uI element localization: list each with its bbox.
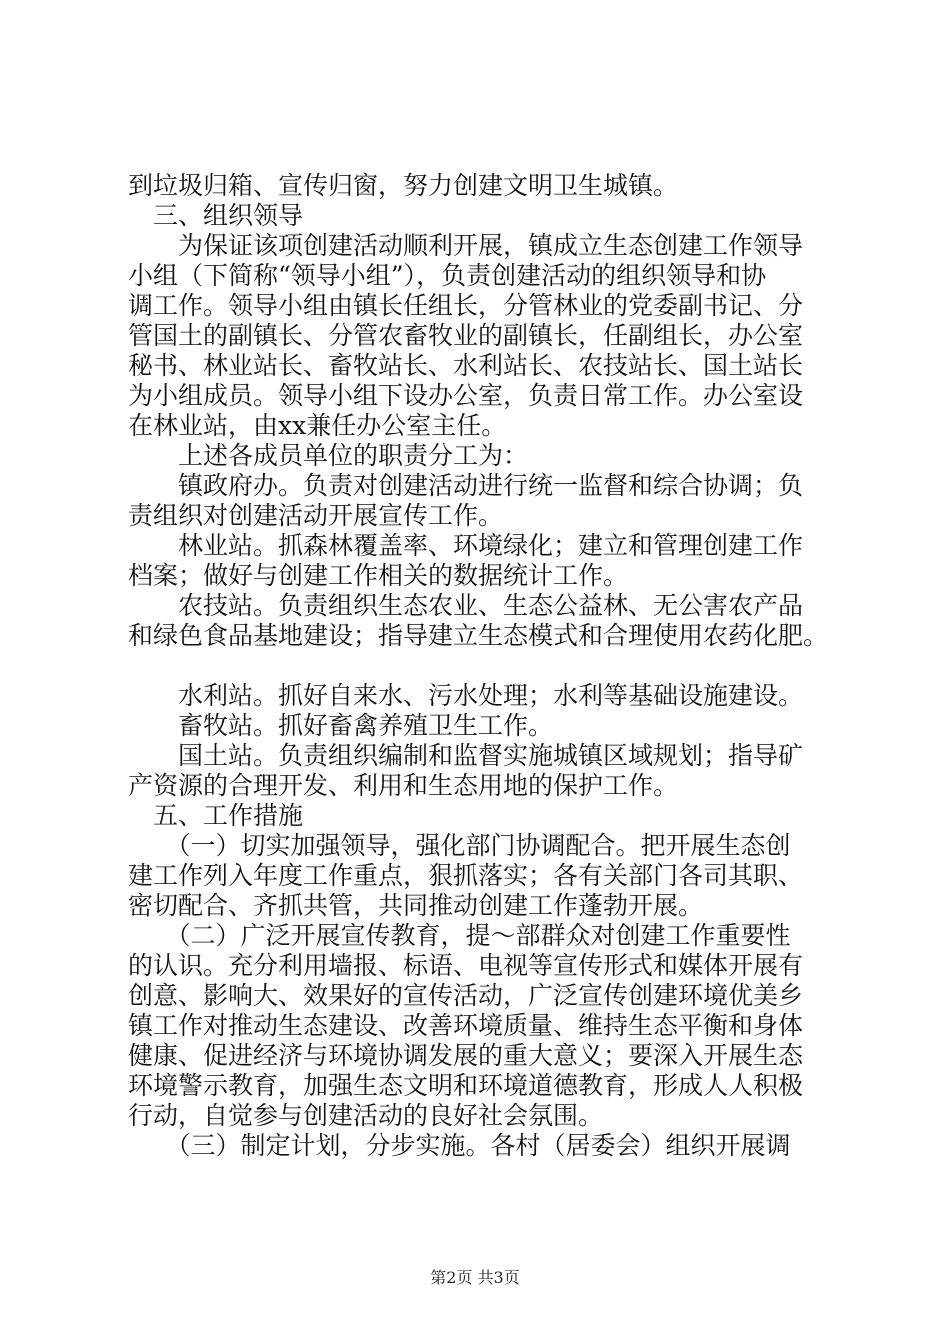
paragraph-gap <box>128 651 848 681</box>
text-line: 的认识。充分利用墙报、标语、电视等宣传形式和媒体开展有 <box>128 951 804 980</box>
text-line: 到垃圾归箱、宣传归窗，努力创建文明卫生城镇。 <box>128 171 679 200</box>
text-line: 畜牧站。抓好畜禽养殖卫生工作。 <box>128 711 554 740</box>
text-line: 环境警示教育，加强生态文明和环境道德教育，形成人人积极 <box>128 1071 804 1100</box>
text-line: 为保证该项创建活动顺利开展，镇成立生态创建工作领导 <box>128 231 804 260</box>
text-line: 健康、促进经济与环境协调发展的重大意义；要深入开展生态 <box>128 1041 804 1070</box>
text-line: 小组（下简称“领导小组”），负责创建活动的组织领导和协 <box>128 261 767 290</box>
text-line: 建工作列入年度工作重点，狠抓落实；各有关部门各司其职、 <box>128 861 804 890</box>
text-line: 密切配合、齐抓共管，共同推动创建工作蓬勃开展。 <box>128 891 704 920</box>
text-line: （一）切实加强领导，强化部门协调配合。把开展生态创 <box>128 831 791 860</box>
text-line: 农技站。负责组织生态农业、生态公益林、无公害农产品 <box>128 591 804 620</box>
text-line: 行动，自觉参与创建活动的良好社会氛围。 <box>128 1101 604 1130</box>
text-line: 秘书、林业站长、畜牧站长、水利站长、农技站长、国土站长 <box>128 351 804 380</box>
text-line: 和绿色食品基地建设；指导建立生态模式和合理使用农药化肥。 <box>128 621 829 650</box>
text-line: 国土站。负责组织编制和监督实施城镇区域规划；指导矿 <box>128 741 804 770</box>
document-body <box>128 171 848 1161</box>
text-line: 产资源的合理开发、利用和生态用地的保护工作。 <box>128 771 679 800</box>
section-heading: 三、组织领导 <box>128 201 304 230</box>
text-line: 管国土的副镇长、分管农畜牧业的副镇长，任副组长，办公室 <box>128 321 804 350</box>
text-line: 档案；做好与创建工作相关的数据统计工作。 <box>128 561 629 590</box>
text-line: 林业站。抓森林覆盖率、环境绿化；建立和管理创建工作 <box>128 531 804 560</box>
text-line: （三）制定计划，分步实施。各村（居委会）组织开展调 <box>128 1131 791 1160</box>
text-line: 镇工作对推动生态建设、改善环境质量、维持生态平衡和身体 <box>128 1011 804 1040</box>
text-line: 镇政府办。负责对创建活动进行统一监督和综合协调；负 <box>128 471 804 500</box>
text-line: 在林业站，由xx兼任办公室主任。 <box>128 411 507 440</box>
text-line: 水利站。抓好自来水、污水处理；水利等基础设施建设。 <box>128 681 804 710</box>
text-line: 调工作。领导小组由镇长任组长，分管林业的党委副书记、分 <box>128 291 804 320</box>
text-line: 责组织对创建活动开展宣传工作。 <box>128 501 504 530</box>
text-line: （二）广泛开展宣传教育，提～部群众对创建工作重要性 <box>128 921 791 950</box>
section-heading: 五、工作措施 <box>128 801 304 830</box>
text-line: 为小组成员。领导小组下设办公室，负责日常工作。办公室设 <box>128 381 804 410</box>
text-line: 上述各成员单位的职责分工为： <box>128 441 529 470</box>
text-line: 创意、影响大、效果好的宣传活动，广泛宣传创建环境优美乡 <box>128 981 804 1010</box>
page-footer: 第2页 共3页 <box>430 1268 520 1287</box>
